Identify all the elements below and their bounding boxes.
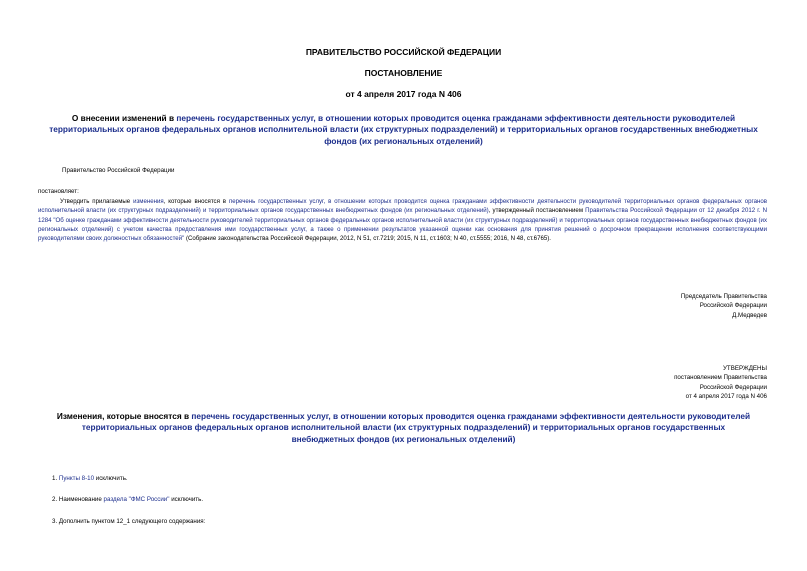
signature-name: Д.Медведев: [732, 311, 767, 319]
approval-block: [674, 364, 767, 402]
approval-label: УТВЕРЖДЕНЫ: [723, 365, 767, 372]
signature-block: [681, 292, 767, 320]
list-item-1: [52, 475, 128, 484]
fms-section-link[interactable]: раздела "ФМС России": [103, 496, 170, 503]
list-item-2: [52, 496, 203, 505]
resolution-paragraph: [38, 197, 767, 243]
decides-line: постановляет:: [38, 188, 79, 195]
services-list-link-3[interactable]: перечень государственных услуг, в отношении которых проводится оценка гражданами эффективности деятельности руководителей территориальных органов федеральных органов исполнительной власти (их структурных подразделений) и территориальных органов государственных внебюджетных фондов (их региональных отделений): [81, 411, 751, 444]
government-header: ПРАВИТЕЛЬСТВО РОССИЙСКОЙ ФЕДЕРАЦИИ: [305, 47, 502, 57]
p1-text-a: Утвердить прилагаемые: [60, 198, 134, 205]
government-line: Правительство Российской Федерации: [62, 167, 175, 174]
signature-country: Российской Федерации: [699, 302, 767, 310]
p1-text-b: , которые вносятся в: [163, 198, 229, 205]
signature-title: Председатель Правительства: [680, 293, 767, 300]
document-type: ПОСТАНОВЛЕНИЕ: [364, 68, 443, 78]
services-list-link[interactable]: перечень государственных услуг, в отношении которых проводится оценка гражданами эффективности деятельности руководителей территориальных органов федеральных органов исполнительной власти (их структурных подразделений) и территориальных органов государственных внебюджетных фондов (их региональных отделений): [49, 113, 758, 146]
points-8-10-link[interactable]: Пункты 8-10: [58, 475, 95, 482]
item-1-number: 1.: [52, 475, 59, 482]
approval-country: Российской Федерации: [699, 383, 767, 391]
item-2-text-a: 2. Наименование: [52, 496, 104, 503]
changes-title: [55, 411, 752, 445]
document-date-number: от 4 апреля 2017 года N 406: [345, 89, 462, 99]
list-item-3: 3. Дополнить пунктом 12_1 следующего содержания:: [52, 518, 206, 525]
p1-text-c: , утвержденный постановлением: [488, 207, 586, 215]
approval-by: постановлением Правительства: [674, 374, 767, 382]
item-1-text: исключить.: [94, 475, 128, 482]
changes-title-prefix: Изменения, которые вносятся в: [56, 411, 192, 421]
p1-text-d: (Собрание законодательства Российской Федерации, 2012, N 51, ст.7219; 2015, N 11, ст.1603; N 40, ст.5555; 2016, N 48, ст.6765).: [184, 235, 551, 243]
title-prefix: О внесении изменений в: [71, 113, 177, 123]
resolution-1284-link[interactable]: Правительства Российской Федерации от 12 декабря 2012 г. N 1284 "Об оценке гражданами эффективности деятельности руководителей территориальных органов федеральных органов исполнительной власти (их структурных подразделений) и территориальных органов государственных внебюджетных фондов (их региональных отделений) с учетом качества предоставления ими государственных услуг, а также о применении результатов указанной оценки как основания для принятия решений о досрочном прекращении исполнения соответствующими руководителями своих должностных обязанностей": [38, 207, 767, 243]
item-2-text-b: исключить.: [169, 496, 204, 503]
approval-date: от 4 апреля 2017 года N 406: [685, 393, 767, 401]
document-title: [40, 113, 767, 147]
changes-link[interactable]: изменения: [133, 198, 164, 205]
services-list-link-2[interactable]: перечень государственных услуг, в отношении которых проводится оценка гражданами эффективности деятельности руководителей территориальных органов федеральных органов исполнительной власти (их структурных подразделений) и территориальных органов государственных внебюджетных фондов (их региональных отделений): [38, 198, 767, 215]
